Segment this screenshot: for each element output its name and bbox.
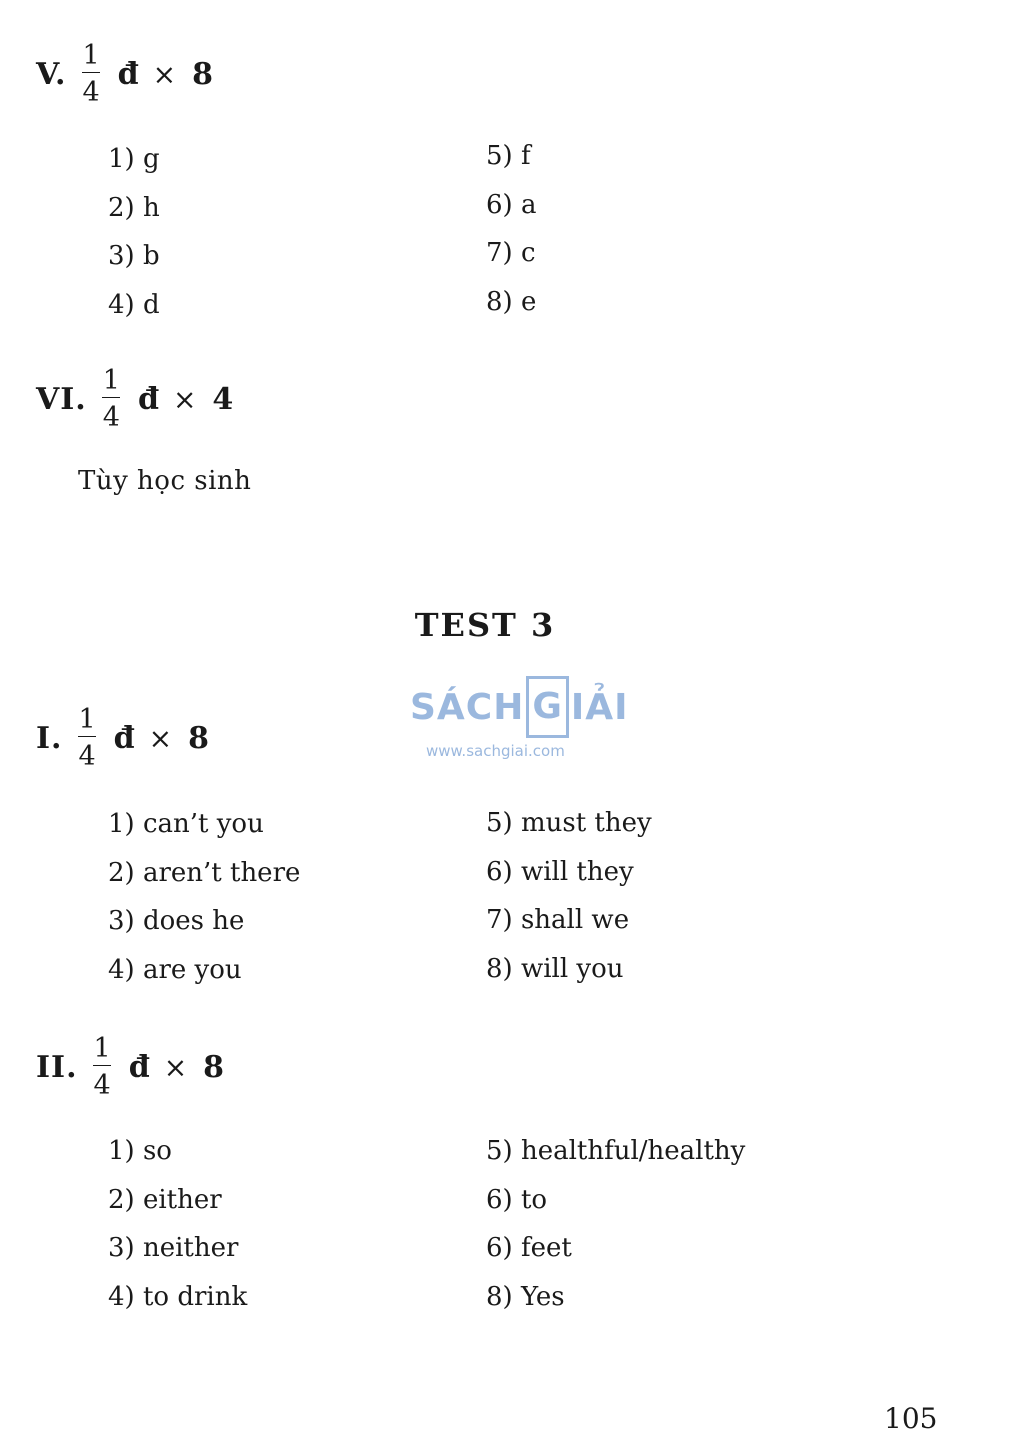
watermark-url: www.sachgiai.com xyxy=(426,742,565,760)
answer-item: 3) b xyxy=(108,241,160,271)
times-sign: × xyxy=(148,721,173,755)
answer-item: 8) e xyxy=(486,286,537,317)
section-v-count: 8 xyxy=(192,56,213,92)
fraction-denominator: 4 xyxy=(82,77,100,108)
times-sign: × xyxy=(172,382,197,416)
watermark-logo xyxy=(410,676,629,738)
times-sign: × xyxy=(152,57,177,91)
answer-item: 4) d xyxy=(108,289,160,320)
section-i-left-answers xyxy=(108,800,300,994)
section-vi-unit: đ xyxy=(137,381,159,417)
answer-item: 2) h xyxy=(108,192,160,223)
section-i-right-answers xyxy=(486,799,652,993)
section-vi-heading xyxy=(36,367,233,431)
section-ii-unit: đ xyxy=(128,1049,150,1085)
section-v-fraction xyxy=(80,42,101,106)
fraction-denominator: 4 xyxy=(93,1070,111,1101)
section-ii-heading xyxy=(36,1035,224,1099)
section-i-fraction xyxy=(76,706,97,770)
answer-item: 3) does he xyxy=(108,906,245,936)
watermark-logo-g: G xyxy=(526,676,569,738)
answer-item: 4) to drink xyxy=(108,1281,248,1312)
section-ii-count: 8 xyxy=(203,1049,225,1085)
answer-item: 1) so xyxy=(108,1136,172,1166)
section-vi-note: Tùy học sinh xyxy=(78,466,252,496)
fraction-denominator: 4 xyxy=(102,402,120,433)
answer-item: 5) healthful/healthy xyxy=(486,1136,746,1166)
section-v-heading xyxy=(36,42,213,106)
section-v-unit: đ xyxy=(117,56,139,92)
section-v-numeral: V. xyxy=(36,56,67,92)
section-i-numeral: I. xyxy=(36,720,63,756)
section-ii-numeral: II. xyxy=(36,1049,78,1085)
answer-item: 2) aren’t there xyxy=(108,857,301,888)
watermark xyxy=(410,676,629,760)
answer-item: 6) will they xyxy=(486,856,634,887)
answer-item: 3) neither xyxy=(108,1233,239,1263)
fraction-numerator: 1 xyxy=(78,704,96,735)
answer-item: 8) Yes xyxy=(486,1281,565,1312)
watermark-logo-part: IẢI xyxy=(570,686,629,728)
section-vi-numeral: VI. xyxy=(36,381,87,417)
answer-item: 6) feet xyxy=(486,1233,572,1263)
section-i-heading xyxy=(36,706,209,770)
answer-item: 6) to xyxy=(486,1184,548,1215)
answer-item: 4) are you xyxy=(108,954,242,985)
test-title: TEST 3 xyxy=(414,606,556,644)
section-ii-right-answers xyxy=(486,1127,745,1321)
section-v-right-answers xyxy=(486,132,536,326)
section-vi-count: 4 xyxy=(212,381,234,417)
answer-item: 1) g xyxy=(108,144,160,174)
fraction-numerator: 1 xyxy=(82,40,100,71)
section-i-count: 8 xyxy=(188,720,209,756)
fraction-denominator: 4 xyxy=(78,741,96,772)
section-ii-left-answers xyxy=(108,1127,247,1321)
section-ii-fraction xyxy=(92,1035,113,1099)
answer-item: 1) can’t you xyxy=(108,809,264,839)
answer-item: 7) shall we xyxy=(486,905,630,935)
page-number: 105 xyxy=(884,1402,938,1435)
answer-item: 2) either xyxy=(108,1184,222,1215)
fraction-numerator: 1 xyxy=(102,365,120,396)
answer-item: 5) must they xyxy=(486,808,652,838)
section-v-left-answers xyxy=(108,135,160,329)
watermark-logo-part: SÁCH xyxy=(410,686,525,728)
answer-item: 6) a xyxy=(486,189,537,220)
answer-item: 7) c xyxy=(486,238,536,268)
fraction-numerator: 1 xyxy=(93,1033,111,1064)
times-sign: × xyxy=(163,1050,188,1084)
section-vi-fraction xyxy=(101,367,122,431)
answer-item: 8) will you xyxy=(486,953,624,984)
answer-item: 5) f xyxy=(486,141,531,171)
section-i-unit: đ xyxy=(113,720,135,756)
